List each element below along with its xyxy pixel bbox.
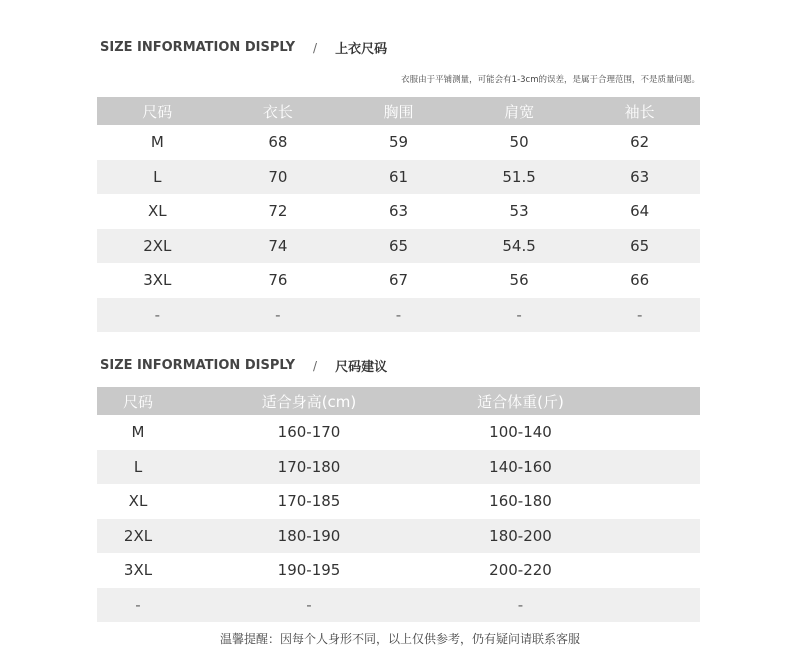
cell-chest: 67 — [388, 271, 409, 290]
header-chest: 胸围 — [338, 97, 459, 125]
section-title-cn: 尺码建议 — [335, 360, 388, 375]
header-weight: 适合体重(斤) — [439, 387, 602, 415]
cell-sleeve: - — [579, 298, 700, 333]
cell-chest: - — [338, 298, 459, 333]
cell-sleeve: 62 — [630, 133, 650, 152]
title-separator: / — [313, 40, 318, 55]
header-size: 尺码 — [97, 387, 179, 415]
cell-spacer — [602, 450, 700, 485]
header-height: 适合身高(cm) — [179, 387, 439, 415]
cell-weight: 140-160 — [439, 450, 602, 485]
cell-length: 68 — [268, 133, 288, 152]
header-spacer — [602, 387, 700, 415]
title-separator: / — [313, 358, 318, 373]
cell-spacer — [602, 519, 700, 554]
cell-shoulder: 50 — [509, 133, 529, 152]
cell-spacer — [602, 415, 700, 450]
table-row — [97, 588, 700, 623]
table-row — [97, 298, 700, 333]
table-row — [97, 160, 700, 195]
table-row — [97, 263, 700, 298]
cell-size: 2XL — [97, 519, 179, 554]
cell-length: 76 — [268, 271, 288, 290]
cell-size: L — [97, 160, 218, 195]
cell-sleeve: 64 — [630, 202, 650, 221]
cell-height: 190-195 — [277, 561, 341, 580]
cell-size: - — [97, 298, 218, 333]
cell-length: 72 — [268, 202, 288, 221]
cell-length: - — [218, 298, 339, 333]
cell-weight: 160-180 — [489, 492, 552, 511]
section-title-en: SIZE INFORMATION DISPLY — [100, 358, 296, 373]
table-header-row — [97, 387, 700, 415]
table-row — [97, 415, 700, 450]
section-title-cn: 上衣尺码 — [335, 42, 388, 57]
cell-shoulder: - — [459, 298, 580, 333]
cell-sleeve: 66 — [630, 271, 650, 290]
cell-sleeve: 65 — [579, 229, 700, 264]
header-shoulder: 肩宽 — [459, 97, 580, 125]
cell-height: 180-190 — [179, 519, 439, 554]
cell-size: 3XL — [143, 271, 172, 290]
cell-chest: 65 — [338, 229, 459, 264]
header-length: 衣长 — [218, 97, 339, 125]
cell-chest: 59 — [388, 133, 409, 152]
top-size-table — [97, 97, 700, 332]
cell-weight: 200-220 — [489, 561, 552, 580]
cell-shoulder: 56 — [509, 271, 529, 290]
cell-height: 170-180 — [179, 450, 439, 485]
footer-reminder: 温馨提醒：因每个人身形不同，以上仅供参考，仍有疑问请联系客服 — [219, 632, 580, 646]
cell-shoulder: 51.5 — [459, 160, 580, 195]
cell-height: 170-185 — [277, 492, 341, 511]
size-advice-table — [97, 387, 700, 622]
cell-size: XL — [128, 492, 148, 511]
cell-size: M — [131, 423, 145, 442]
cell-size: 2XL — [97, 229, 218, 264]
cell-weight: 180-200 — [439, 519, 602, 554]
table-row — [97, 125, 700, 160]
cell-size: M — [150, 133, 164, 152]
table-row — [97, 519, 700, 554]
table-header-row — [97, 97, 700, 125]
cell-height: 160-170 — [277, 423, 341, 442]
header-sleeve: 袖长 — [579, 97, 700, 125]
table-row — [97, 194, 700, 229]
cell-sleeve: 63 — [579, 160, 700, 195]
header-size: 尺码 — [97, 97, 218, 125]
section-title-top-size — [100, 38, 387, 57]
cell-length: 74 — [218, 229, 339, 264]
cell-size: - — [97, 588, 179, 623]
cell-height: - — [179, 588, 439, 623]
cell-shoulder: 53 — [509, 202, 529, 221]
table-row — [97, 484, 700, 519]
table-row — [97, 229, 700, 264]
cell-size: XL — [147, 202, 167, 221]
cell-size: 3XL — [123, 561, 153, 580]
section-title-en: SIZE INFORMATION DISPLY — [100, 40, 296, 55]
cell-chest: 61 — [338, 160, 459, 195]
cell-spacer — [602, 588, 700, 623]
table-row — [97, 553, 700, 588]
cell-spacer — [602, 484, 700, 519]
measurement-note: 衣服由于平铺测量，可能会有1-3cm的误差，是属于合理范围，不是质量问题。 — [401, 75, 700, 85]
section-title-size-advice — [100, 356, 387, 375]
cell-weight: 100-140 — [489, 423, 552, 442]
cell-weight: - — [439, 588, 602, 623]
cell-chest: 63 — [388, 202, 409, 221]
cell-size: L — [97, 450, 179, 485]
table-row — [97, 450, 700, 485]
cell-shoulder: 54.5 — [459, 229, 580, 264]
cell-length: 70 — [218, 160, 339, 195]
cell-spacer — [602, 553, 700, 588]
